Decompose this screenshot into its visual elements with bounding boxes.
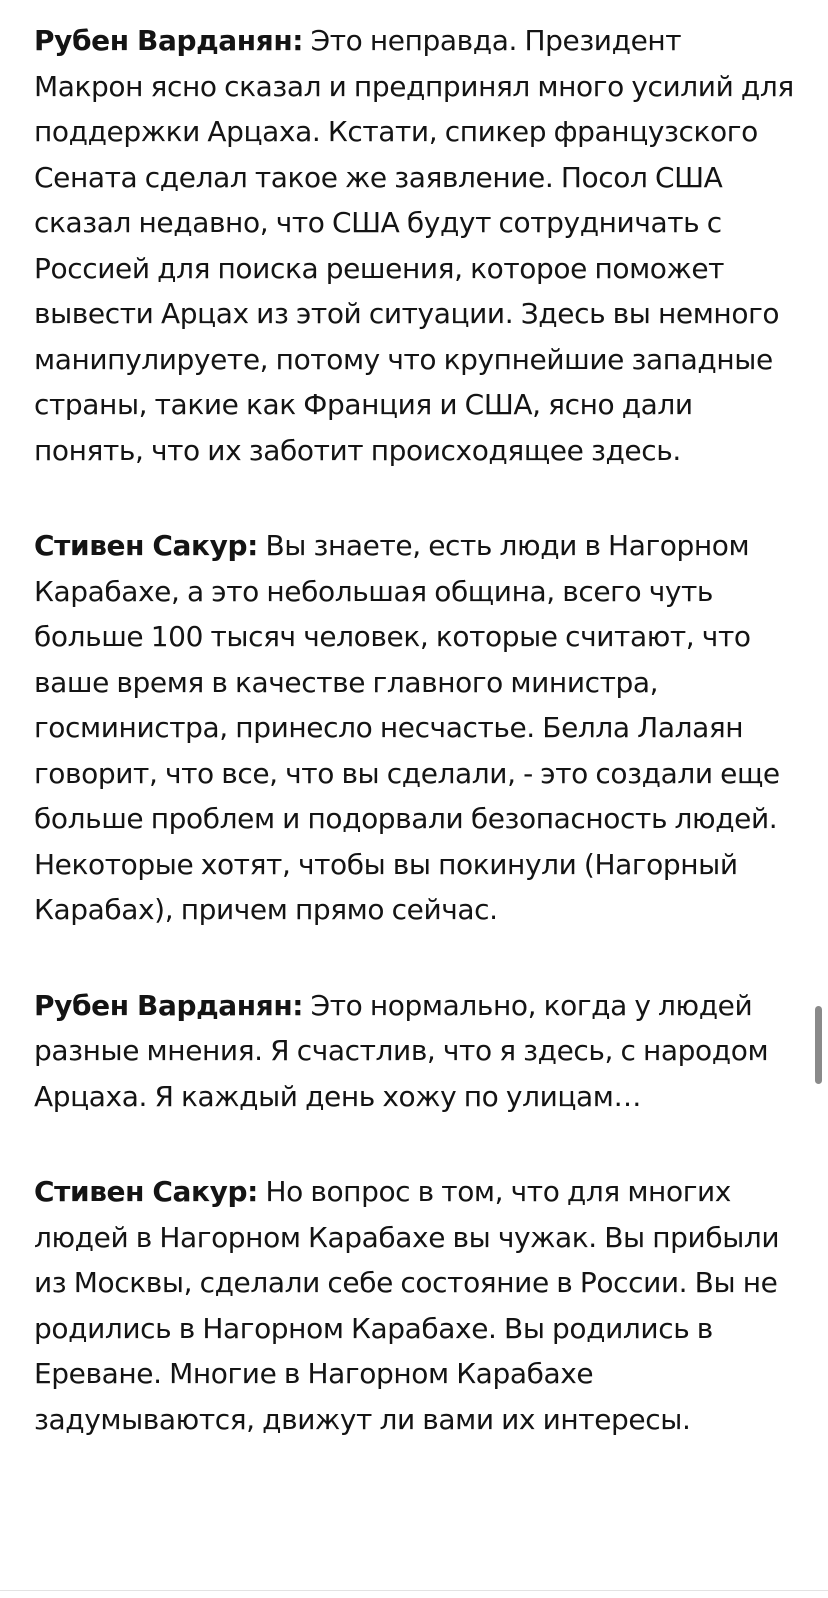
paragraph-text: Вы знаете, есть люди в Нагорном Карабахе, а это небольшая община, всего чуть больше 100 тысяч человек, которые считают, что ваше время в качестве главного министра, госминистра, принесло несчастье. Белла Лалаян говорит, что все, что вы сделали, - это создали еще больше проблем и подорвали безопасность людей. Некоторые хотят, чтобы вы покинули (Нагорный Карабах), причем прямо сейчас. [34,529,780,926]
interview-paragraph [34,523,794,933]
interview-paragraph [34,18,794,473]
article-body [34,18,794,1492]
speaker-name: Рубен Варданян: [34,988,304,1022]
bottom-divider [0,1590,828,1591]
interview-paragraph [34,983,794,1120]
speaker-name: Рубен Варданян: [34,24,304,57]
paragraph-text: Но вопрос в том, что для многих людей в Нагорном Карабахе вы чужак. Вы прибыли из Москвы, сделали себе состояние в России. Вы не родились в Нагорном Карабахе. Вы родились в Ереване. Многие в Нагорном Карабахе задумываются, движут ли вами их интересы. [34,1175,780,1436]
speaker-name: Стивен Сакур: [34,1175,258,1208]
speaker-name: Стивен Сакур: [34,529,258,562]
paragraph-text: Это нормально, когда у людей разные мнения. Я счастлив, что я здесь, с народом Арцаха. Я каждый день хожу по улицам… [34,988,769,1113]
scrollbar-thumb[interactable] [815,1006,822,1084]
vertical-scrollbar[interactable] [810,1006,828,1084]
interview-paragraph [34,1169,794,1442]
paragraph-text: Это неправда. Президент Макрон ясно сказал и предпринял много усилий для поддержки Арцаха. Кстати, спикер французского Сената сделал такое же заявление. Посол США сказал недавно, что США будут сотрудничать с Россией для поиска решения, которое поможет вывести Арцах из этой ситуации. Здесь вы немного манипулируете, потому что крупнейшие западные страны, такие как Франция и США, ясно дали понять, что их заботит происходящее здесь. [34,24,794,467]
